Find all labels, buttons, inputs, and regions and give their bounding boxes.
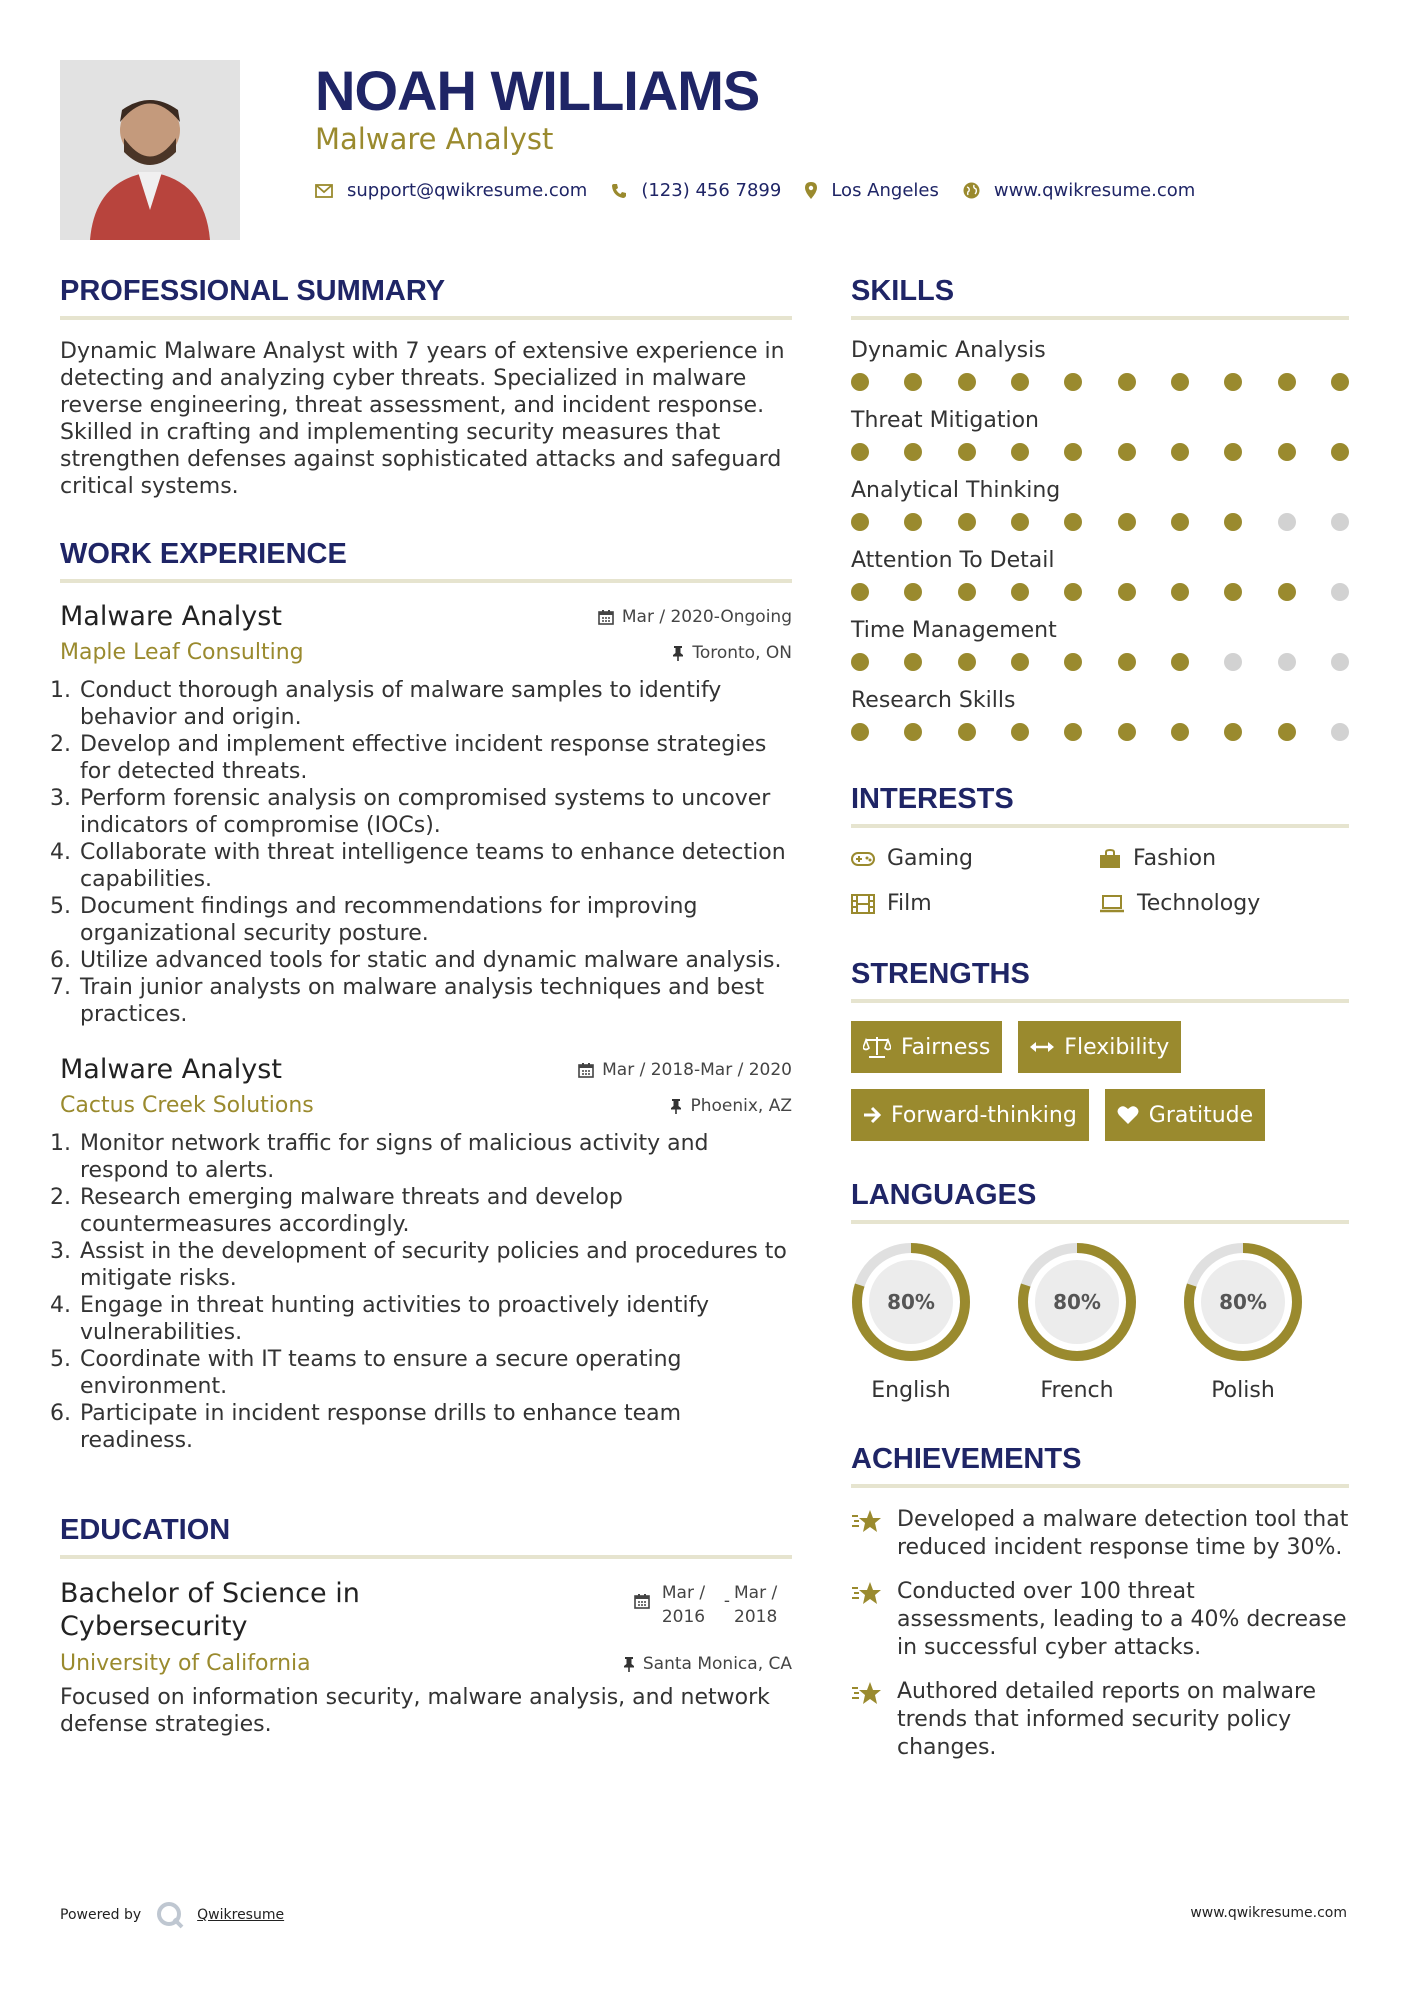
phone-text: (123) 456 7899	[641, 180, 782, 201]
calendar-icon	[578, 1062, 594, 1078]
rating-dot-filled	[958, 513, 976, 531]
rating-dot-filled	[1064, 583, 1082, 601]
rating-dot-filled	[1224, 723, 1242, 741]
website-text: www.qwikresume.com	[993, 180, 1196, 201]
skill-item: Analytical Thinking	[851, 478, 1349, 531]
list-item: 1. Conduct thorough analysis of malware samples to identify behavior and origin.	[78, 677, 792, 731]
rating-dot-filled	[1171, 373, 1189, 391]
left-column	[60, 275, 792, 1776]
rating-dot-filled	[1278, 373, 1296, 391]
skill-rating	[851, 583, 1349, 601]
rating-dot-filled	[1118, 723, 1136, 741]
pushpin-icon	[672, 645, 684, 661]
contact-phone[interactable]	[611, 180, 781, 201]
rating-dot-filled	[1171, 653, 1189, 671]
rating-dot-filled	[904, 583, 922, 601]
rating-dot-filled	[1011, 513, 1029, 531]
map-pin-icon	[805, 182, 817, 199]
languages-list	[851, 1242, 1349, 1403]
skill-rating	[851, 653, 1349, 671]
rating-dot-filled	[1171, 443, 1189, 461]
star-award-icon	[851, 1580, 883, 1608]
rating-dot-filled	[1118, 653, 1136, 671]
rating-dot-filled	[1011, 583, 1029, 601]
arrow-right-icon	[863, 1106, 881, 1124]
rating-dot-filled	[1224, 373, 1242, 391]
interest-item: Gaming	[851, 846, 1099, 871]
achievement-item: Authored detailed reports on malware trends that informed security policy changes.	[851, 1678, 1349, 1762]
rating-dot-empty	[1278, 513, 1296, 531]
rating-dot-filled	[1278, 583, 1296, 601]
rating-dot-filled	[851, 723, 869, 741]
rating-dot-filled	[958, 723, 976, 741]
achievement-item: Conducted over 100 threat assessments, leading to a 40% decrease in successful cyber attacks.	[851, 1578, 1349, 1662]
rating-dot-filled	[851, 443, 869, 461]
rating-dot-filled	[1011, 723, 1029, 741]
rating-dot-filled	[1224, 583, 1242, 601]
rating-dot-filled	[851, 653, 869, 671]
contact-email[interactable]	[315, 180, 587, 201]
company-name: Maple Leaf Consulting	[60, 640, 304, 665]
skills-list	[851, 338, 1349, 741]
rating-dot-filled	[1118, 513, 1136, 531]
rating-dot-filled	[1118, 583, 1136, 601]
location-text: Los Angeles	[831, 180, 939, 201]
degree-title: Bachelor of Science in Cybersecurity	[60, 1578, 360, 1642]
rating-dot-filled	[958, 443, 976, 461]
rating-dot-empty	[1278, 653, 1296, 671]
rating-dot-filled	[904, 443, 922, 461]
contact-location	[805, 180, 939, 201]
job-location: Phoenix, AZ	[670, 1096, 792, 1116]
achievement-item: Developed a malware detection tool that reduced incident response time by 30%.	[851, 1506, 1349, 1562]
language-percent: 80%	[1053, 1290, 1101, 1314]
education-heading: EDUCATION	[60, 1514, 792, 1559]
education-description: Focused on information security, malware analysis, and network defense strategies.	[60, 1685, 770, 1737]
rating-dot-filled	[1118, 443, 1136, 461]
rating-dot-empty	[1224, 653, 1242, 671]
interest-item: Fashion	[1099, 846, 1349, 871]
language-percent: 80%	[887, 1290, 935, 1314]
job-location: Toronto, ON	[672, 643, 792, 663]
rating-dot-filled	[904, 373, 922, 391]
rating-dot-filled	[1011, 373, 1029, 391]
rating-dot-filled	[1171, 583, 1189, 601]
rating-dot-filled	[1064, 443, 1082, 461]
rating-dot-filled	[1064, 373, 1082, 391]
rating-dot-filled	[958, 653, 976, 671]
candidate-name: NOAH WILLIAMS	[315, 59, 760, 122]
language-name: Polish	[1211, 1378, 1275, 1403]
rating-dot-filled	[1171, 513, 1189, 531]
education-location: Santa Monica, CA	[623, 1654, 792, 1674]
education-end: Mar / 2018	[734, 1583, 778, 1627]
rating-dot-filled	[1011, 443, 1029, 461]
interest-item: Film	[851, 891, 1099, 916]
rating-dot-filled	[1118, 373, 1136, 391]
rating-dot-filled	[958, 373, 976, 391]
job-title: Malware Analyst	[60, 1054, 282, 1085]
list-item: 6. Participate in incident response drills to enhance team readiness.	[78, 1400, 792, 1454]
skill-item: Time Management	[851, 618, 1349, 671]
job-bullets	[60, 677, 792, 1028]
skills-heading: SKILLS	[851, 275, 1349, 320]
rating-dot-filled	[851, 583, 869, 601]
contact-website[interactable]	[963, 180, 1195, 201]
rating-dot-filled	[1011, 653, 1029, 671]
company-name: Cactus Creek Solutions	[60, 1093, 314, 1118]
language-item	[851, 1242, 971, 1403]
footer-url[interactable]: www.qwikresume.com	[1190, 1905, 1347, 1921]
laptop-icon	[1099, 895, 1125, 913]
skill-rating	[851, 373, 1349, 391]
achievements-list	[851, 1506, 1349, 1762]
calendar-icon	[634, 1593, 650, 1609]
job-entry	[60, 1054, 792, 1454]
rating-dot-filled	[1278, 723, 1296, 741]
experience-heading: WORK EXPERIENCE	[60, 538, 792, 583]
gamepad-icon	[851, 851, 875, 867]
language-item	[1183, 1242, 1303, 1403]
calendar-icon	[598, 609, 614, 625]
rating-dot-filled	[1331, 443, 1349, 461]
rating-dot-filled	[1171, 723, 1189, 741]
profile-photo	[60, 60, 240, 240]
achievements-heading: ACHIEVEMENTS	[851, 1443, 1349, 1488]
education-dates: Mar / 2016 - Mar / 2018	[634, 1581, 792, 1629]
languages-heading: LANGUAGES	[851, 1179, 1349, 1224]
rating-dot-empty	[1331, 723, 1349, 741]
pushpin-icon	[670, 1098, 682, 1114]
strengths-heading: STRENGTHS	[851, 958, 1349, 1003]
rating-dot-filled	[904, 653, 922, 671]
arrows-horizontal-icon	[1030, 1040, 1054, 1054]
candidate-title: Malware Analyst	[315, 122, 554, 156]
strength-chip: Flexibility	[1018, 1021, 1181, 1073]
strengths-list	[851, 1021, 1349, 1141]
envelope-icon	[315, 184, 333, 198]
job-bullets	[60, 1130, 792, 1454]
education-entry	[60, 1577, 792, 1738]
skill-rating	[851, 513, 1349, 531]
skill-item: Attention To Detail	[851, 548, 1349, 601]
contact-bar	[315, 180, 1219, 201]
job-dates: Mar / 2018-Mar / 2020	[578, 1060, 792, 1080]
school-name: University of California	[60, 1651, 311, 1676]
rating-dot-filled	[1331, 373, 1349, 391]
list-item: 2. Research emerging malware threats and develop countermeasures accordingly.	[78, 1184, 792, 1238]
rating-dot-filled	[904, 513, 922, 531]
language-name: French	[1040, 1378, 1114, 1403]
star-award-icon	[851, 1508, 883, 1536]
interests-grid	[851, 846, 1349, 916]
interest-item: Technology	[1099, 891, 1349, 916]
globe-icon	[963, 182, 980, 199]
skill-item: Research Skills	[851, 688, 1349, 741]
rating-dot-filled	[1224, 513, 1242, 531]
rating-dot-filled	[851, 513, 869, 531]
rating-dot-filled	[1224, 443, 1242, 461]
bag-icon	[1099, 849, 1121, 869]
list-item: 3. Perform forensic analysis on compromised systems to uncover indicators of compromise (IOCs).	[78, 785, 792, 839]
job-entry	[60, 601, 792, 1028]
language-ring	[1017, 1242, 1137, 1362]
rating-dot-filled	[958, 583, 976, 601]
interests-heading: INTERESTS	[851, 783, 1349, 828]
list-item: 7. Train junior analysts on malware analysis techniques and best practices.	[78, 974, 792, 1028]
skill-rating	[851, 723, 1349, 741]
footer-brand-link[interactable]: Qwikresume	[197, 1907, 285, 1923]
qwikresume-logo-icon	[155, 1900, 185, 1930]
list-item: 3. Assist in the development of security policies and procedures to mitigate risks.	[78, 1238, 792, 1292]
star-award-icon	[851, 1680, 883, 1708]
list-item: 6. Utilize advanced tools for static and dynamic malware analysis.	[78, 947, 792, 974]
rating-dot-filled	[904, 723, 922, 741]
language-name: English	[871, 1378, 951, 1403]
rating-dot-filled	[1278, 443, 1296, 461]
right-column	[851, 275, 1349, 1778]
footer-powered-by: Powered by Qwikresume	[60, 1900, 284, 1930]
list-item: 4. Engage in threat hunting activities to proactively identify vulnerabilities.	[78, 1292, 792, 1346]
rating-dot-filled	[851, 373, 869, 391]
list-item: 5. Document findings and recommendations for improving organizational security posture.	[78, 893, 792, 947]
list-item: 5. Coordinate with IT teams to ensure a secure operating environment.	[78, 1346, 792, 1400]
strength-chip: Forward-thinking	[851, 1089, 1089, 1141]
language-percent: 80%	[1219, 1290, 1267, 1314]
balance-scale-icon	[863, 1036, 891, 1058]
rating-dot-empty	[1331, 513, 1349, 531]
language-ring	[1183, 1242, 1303, 1362]
job-dates: Mar / 2020-Ongoing	[598, 607, 792, 627]
list-item: 2. Develop and implement effective incident response strategies for detected threats.	[78, 731, 792, 785]
rating-dot-filled	[1064, 653, 1082, 671]
language-ring	[851, 1242, 971, 1362]
skill-item: Dynamic Analysis	[851, 338, 1349, 391]
summary-heading: PROFESSIONAL SUMMARY	[60, 275, 792, 320]
job-title: Malware Analyst	[60, 601, 282, 632]
strength-chip: Gratitude	[1105, 1089, 1265, 1141]
rating-dot-empty	[1331, 653, 1349, 671]
film-icon	[851, 894, 875, 914]
skill-rating	[851, 443, 1349, 461]
heart-icon	[1117, 1105, 1139, 1125]
phone-icon	[611, 183, 627, 199]
list-item: 1. Monitor network traffic for signs of malicious activity and respond to alerts.	[78, 1130, 792, 1184]
strength-chip: Fairness	[851, 1021, 1002, 1073]
pushpin-icon	[623, 1656, 635, 1672]
summary-text: Dynamic Malware Analyst with 7 years of extensive experience in detecting and analyzing cyber threats. Specialized in malware reverse engineering, threat assessment, and incident response. Skilled in crafting and implementing security measures that strengthen defenses against sophisticated attacks and safeguard critical systems.	[60, 339, 785, 499]
skill-item: Threat Mitigation	[851, 408, 1349, 461]
list-item: 4. Collaborate with threat intelligence teams to enhance detection capabilities.	[78, 839, 792, 893]
rating-dot-empty	[1331, 583, 1349, 601]
email-text: support@qwikresume.com	[347, 180, 588, 201]
rating-dot-filled	[1064, 723, 1082, 741]
rating-dot-filled	[1064, 513, 1082, 531]
education-start: Mar / 2016	[661, 1583, 706, 1627]
language-item	[1017, 1242, 1137, 1403]
